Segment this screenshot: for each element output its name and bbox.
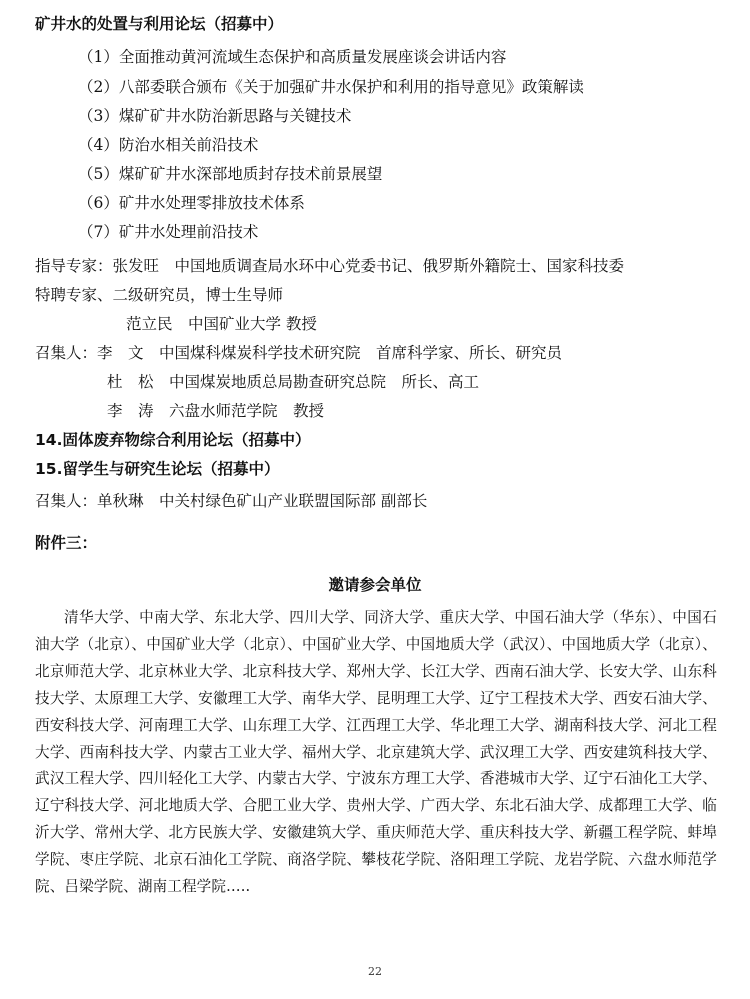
- topic-item: （2）八部委联合颁布《关于加强矿井水保护和利用的指导意见》政策解读: [78, 78, 584, 96]
- invited-units-paragraph: 清华大学、中南大学、东北大学、四川大学、同济大学、重庆大学、中国石油大学（华东）、中国石油大学（北京）、中国矿业大学（北京）、中国矿业大学、中国地质大学（武汉）、中国地质大学（北京）、北京师范大学、北京林业大学、北京科技大学、郑州大学、长江大学、西南石油大学、长安大学、山东科技大学、太原理工大学、安徽理工大学、南华大学、昆明理工大学、辽宁工程技术大学、西安石油大学、西安科技大学、河南理工大学、山东理工大学、江西理工大学、华北理工大学、湖南科技大学、河北工程大学、西南科技大学、内蒙古工业大学、福州大学、北京建筑大学、武汉理工大学、西安建筑科技大学、武汉工程大学、四川轻化工大学、内蒙古大学、宁波东方理工大学、香港城市大学、辽宁石油化工大学、辽宁科技大学、河北地质大学、合肥工业大学、贵州大学、广西大学、东北石油大学、成都理工大学、临沂大学、常州大学、北方民族大学、安徽建筑大学、重庆师范大学、重庆科技大学、新疆工程学院、蚌埠学院、枣庄学院、北京石油化工学院、商洛学院、攀枝花学院、洛阳理工学院、龙岩学院、六盘水师范学院、吕梁学院、湖南工程学院…..: [35, 609, 717, 896]
- advisor-label: 指导专家：: [35, 257, 113, 275]
- topic-item: （7）矿井水处理前沿技术: [78, 223, 259, 241]
- topic-item: （6）矿井水处理零排放技术体系: [78, 194, 305, 212]
- advisor-name-title: 范立民 中国矿业大学 教授: [126, 315, 317, 333]
- forum-13-title: 矿井水的处置与利用论坛（招募中）: [35, 15, 284, 33]
- advisor-row: [35, 256, 624, 276]
- topic-item: （3）煤矿矿井水防治新思路与关键技术: [78, 107, 352, 125]
- forum-15-convener: 召集人：单秋琳 中关村绿色矿山产业联盟国际部 副部长: [35, 492, 428, 510]
- convener-entry: 李 涛 六盘水师范学院 教授: [107, 402, 325, 420]
- convener-entry: 李 文 中国煤科煤炭科学技术研究院 首席科学家、所长、研究员: [97, 344, 563, 362]
- topic-item: （5）煤矿矿井水深部地质封存技术前景展望: [78, 165, 383, 183]
- attachment-heading: 邀请参会单位: [328, 576, 422, 594]
- topic-item: （4）防治水相关前沿技术: [78, 136, 259, 154]
- advisor-continuation: 特聘专家、二级研究员，博士生导师: [35, 286, 284, 304]
- forum-14-title: 14.固体废弃物综合利用论坛（招募中）: [35, 431, 311, 449]
- convener-label: 召集人：: [35, 344, 98, 362]
- topic-item: （1）全面推动黄河流域生态保护和高质量发展座谈会讲话内容: [78, 48, 507, 66]
- convener-row: [35, 343, 562, 363]
- advisor-name-title: 张发旺 中国地质调查局水环中心党委书记、俄罗斯外籍院士、国家科技委: [112, 257, 625, 275]
- forum-15-title: 15.留学生与研究生论坛（招募中）: [35, 460, 280, 478]
- convener-entry: 杜 松 中国煤炭地质总局勘查研究总院 所长、高工: [107, 373, 480, 391]
- page-number: 22: [368, 965, 382, 978]
- attachment-label: 附件三：: [35, 534, 98, 552]
